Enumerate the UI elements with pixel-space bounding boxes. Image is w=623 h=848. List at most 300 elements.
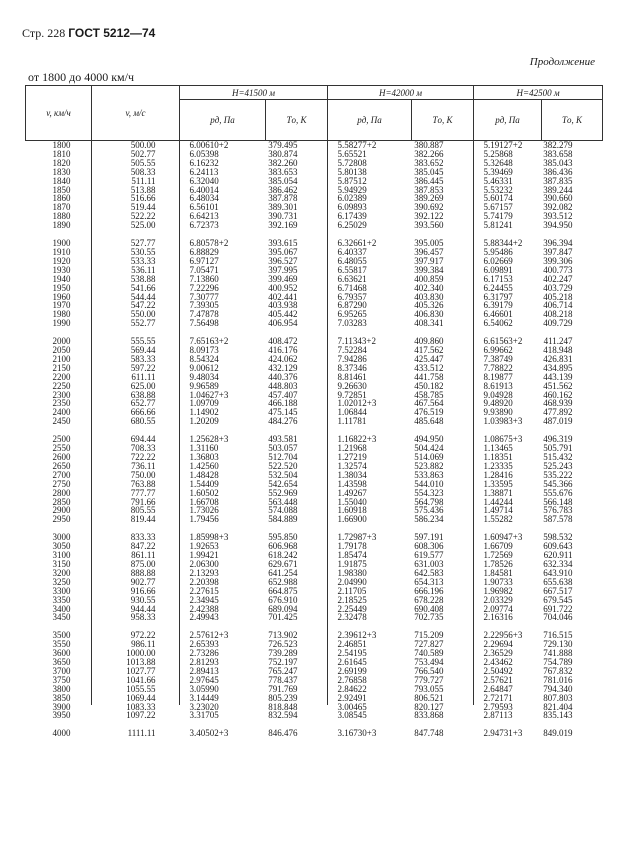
cell-v-kmh: 2600 (52, 452, 71, 462)
cell-v-ms: 550.00 (130, 309, 156, 320)
cell-pressure-3: 6.24455 (483, 282, 513, 293)
cell-pressure-1: 1.48428 (189, 469, 219, 480)
cell-v-kmh: 2900 (52, 505, 71, 516)
cell-v-kmh: 1800 (52, 140, 71, 150)
cell-pressure-2: 6.09893 (337, 202, 367, 213)
table-row (26, 399, 603, 408)
cell-temperature-2: 619.577 (414, 550, 444, 561)
cell-v-ms: 791.66 (130, 496, 156, 507)
cell-temperature-1: 584.889 (268, 514, 298, 525)
cell-pressure-1: 1.42560 (189, 460, 219, 471)
cell-v-kmh: 1960 (52, 291, 71, 302)
cell-v-kmh: 2800 (52, 487, 71, 498)
cell-pressure-3: 1.13465 (483, 443, 513, 454)
cell-temperature-3: 767.832 (543, 665, 573, 676)
cell-pressure-3: 1.44244 (483, 496, 513, 507)
header-temperature-1: Tо, К (266, 100, 328, 141)
cell-v-kmh: 1860 (52, 193, 71, 204)
cell-pressure-2: 1.16822+3 (337, 434, 377, 445)
cell-v-ms: 516.66 (130, 193, 156, 204)
cell-temperature-1: 484.276 (268, 416, 298, 427)
cell-temperature-1: 818.848 (268, 701, 298, 712)
cell-pressure-2: 5.94929 (337, 184, 367, 195)
cell-pressure-1: 1.66708 (189, 496, 219, 507)
cell-v-kmh: 2850 (52, 496, 71, 507)
cell-v-kmh: 3300 (52, 585, 71, 596)
continuation-note: Продолжение (529, 56, 595, 68)
cell-v-kmh: 1920 (52, 255, 71, 266)
cell-temperature-3: 525.243 (543, 460, 573, 471)
cell-pressure-1: 7.05471 (189, 264, 219, 275)
cell-temperature-1: 386.462 (268, 184, 298, 195)
cell-pressure-2: 1.98380 (337, 567, 367, 578)
cell-pressure-1: 2.73286 (189, 648, 219, 659)
cell-temperature-1: 765.247 (268, 665, 298, 676)
cell-temperature-3: 741.888 (543, 648, 573, 659)
table-row (26, 471, 603, 480)
cell-pressure-1: 1.14902 (189, 407, 219, 418)
cell-pressure-1: 7.47878 (189, 309, 219, 320)
cell-pressure-3: 1.49714 (483, 505, 513, 516)
cell-pressure-2: 1.85474 (337, 550, 367, 561)
cell-pressure-2: 2.54195 (337, 648, 367, 659)
cell-v-kmh: 3650 (52, 657, 71, 668)
cell-pressure-1: 6.32040 (189, 175, 219, 186)
cell-pressure-1: 2.97645 (189, 674, 219, 685)
cell-v-kmh: 3200 (52, 567, 71, 578)
cell-temperature-1: 652.988 (268, 576, 298, 587)
cell-pressure-2: 9.26630 (337, 380, 367, 391)
cell-pressure-1: 7.39305 (189, 300, 219, 311)
cell-v-kmh: 1830 (52, 166, 71, 177)
cell-pressure-2: 1.60918 (337, 505, 367, 516)
cell-pressure-1: 6.00610+2 (189, 140, 229, 150)
cell-v-ms: 819.44 (130, 514, 156, 525)
cell-temperature-3: 821.404 (543, 701, 573, 712)
cell-temperature-2: 441.758 (414, 371, 444, 382)
cell-temperature-1: 689.094 (268, 603, 298, 614)
cell-temperature-3: 781.016 (543, 674, 573, 685)
cell-temperature-2: 395.005 (414, 238, 444, 249)
table-row (26, 649, 603, 658)
cell-v-ms: 875.00 (130, 558, 156, 569)
cell-pressure-1: 1.25628+3 (189, 434, 229, 445)
cell-v-kmh: 3150 (52, 558, 71, 569)
cell-pressure-2: 1.66900 (337, 514, 367, 525)
cell-v-ms: 1069.44 (126, 692, 156, 703)
cell-pressure-3: 5.67157 (483, 202, 513, 213)
cell-v-ms: 538.88 (130, 273, 156, 284)
header-altitude-1: H=41500 м (180, 86, 328, 100)
cell-temperature-1: 532.504 (268, 469, 298, 480)
cell-v-kmh: 3350 (52, 594, 71, 605)
cell-temperature-3: 386.436 (543, 166, 573, 177)
table-row (26, 301, 603, 310)
cell-temperature-3: 402.247 (543, 273, 573, 284)
cell-v-ms: 513.88 (130, 184, 156, 195)
cell-pressure-3: 1.90733 (483, 576, 513, 587)
cell-pressure-3: 9.48920 (483, 398, 513, 409)
cell-temperature-3: 443.139 (543, 371, 573, 382)
header-temperature-2: Tо, К (412, 100, 474, 141)
table-row (26, 203, 603, 212)
cell-temperature-2: 403.830 (414, 291, 444, 302)
cell-temperature-2: 382.266 (414, 148, 444, 159)
cell-pressure-3: 5.32648 (483, 157, 513, 168)
cell-v-kmh: 4000 (52, 728, 71, 739)
cell-pressure-1: 6.64213 (189, 211, 219, 222)
cell-pressure-1: 8.54324 (189, 353, 219, 364)
cell-temperature-3: 487.019 (543, 416, 573, 427)
cell-temperature-2: 405.326 (414, 300, 444, 311)
cell-temperature-3: 729.130 (543, 639, 573, 650)
header-v-kmh: v, км/ч (26, 86, 92, 141)
cell-v-kmh: 1810 (52, 148, 71, 159)
cell-pressure-2: 3.08545 (337, 710, 367, 721)
table-row (26, 703, 603, 712)
cell-temperature-2: 806.521 (414, 692, 444, 703)
cell-pressure-3: 1.23335 (483, 460, 513, 471)
cell-pressure-2: 2.25449 (337, 603, 367, 614)
cell-pressure-1: 9.00612 (189, 362, 219, 373)
cell-pressure-1: 9.96589 (189, 380, 219, 391)
cell-v-ms: 652.77 (130, 398, 156, 409)
table-row (26, 480, 603, 489)
cell-pressure-2: 5.87512 (337, 175, 367, 186)
table-row (26, 293, 603, 302)
cell-temperature-2: 833.868 (414, 710, 444, 721)
cell-temperature-1: 778.437 (268, 674, 298, 685)
cell-pressure-1: 2.49943 (189, 612, 219, 623)
cell-pressure-2: 5.80138 (337, 166, 367, 177)
cell-temperature-2: 608.306 (414, 541, 444, 552)
cell-pressure-1: 2.89413 (189, 665, 219, 676)
cell-temperature-3: 505.791 (543, 443, 573, 454)
cell-v-ms: 1083.33 (126, 701, 156, 712)
table-body (26, 141, 603, 739)
cell-pressure-3: 2.94731+3 (483, 728, 523, 739)
cell-pressure-1: 6.40014 (189, 184, 219, 195)
cell-temperature-1: 380.874 (268, 148, 298, 159)
table-row (26, 613, 603, 622)
cell-pressure-2: 6.87290 (337, 300, 367, 311)
cell-v-ms: 638.88 (130, 389, 156, 400)
cell-temperature-1: 400.952 (268, 282, 298, 293)
table-row (26, 498, 603, 507)
table-row (26, 729, 603, 738)
cell-temperature-1: 726.523 (268, 639, 298, 650)
cell-pressure-2: 2.04990 (337, 576, 367, 587)
cell-temperature-3: 403.729 (543, 282, 573, 293)
cell-temperature-1: 574.088 (268, 505, 298, 516)
table-row (26, 569, 603, 578)
cell-pressure-3: 1.84581 (483, 567, 513, 578)
cell-pressure-3: 2.43462 (483, 657, 513, 668)
header-pressure-1: pд, Па (180, 100, 266, 141)
cell-pressure-2: 6.32661+2 (337, 238, 377, 249)
cell-v-kmh: 2000 (52, 336, 71, 347)
cell-temperature-2: 450.182 (414, 380, 444, 391)
cell-temperature-2: 385.045 (414, 166, 444, 177)
cell-v-ms: 1027.77 (126, 665, 156, 676)
cell-pressure-2: 1.27219 (337, 452, 367, 462)
cell-pressure-1: 1.99421 (189, 550, 219, 561)
cell-pressure-3: 1.96982 (483, 585, 513, 596)
table-row (26, 337, 603, 346)
cell-temperature-2: 523.882 (414, 460, 444, 471)
cell-v-kmh: 2100 (52, 353, 71, 364)
cell-pressure-1: 7.22296 (189, 282, 219, 293)
cell-pressure-3: 2.50492 (483, 665, 513, 676)
cell-temperature-1: 393.615 (268, 238, 298, 249)
cell-pressure-2: 6.63621 (337, 273, 367, 284)
cell-temperature-2: 793.055 (414, 683, 444, 694)
cell-temperature-3: 849.019 (543, 728, 573, 739)
cell-temperature-1: 595.850 (268, 532, 298, 543)
cell-pressure-1: 3.31705 (189, 710, 219, 721)
table-row (26, 515, 603, 524)
cell-temperature-3: 389.244 (543, 184, 573, 195)
cell-temperature-1: 512.704 (268, 452, 298, 462)
cell-pressure-3: 7.78822 (483, 362, 513, 373)
cell-temperature-1: 457.407 (268, 389, 298, 400)
table-row (26, 658, 603, 667)
cell-v-ms: 1097.22 (126, 710, 156, 721)
cell-temperature-1: 440.376 (268, 371, 298, 382)
cell-pressure-2: 6.79357 (337, 291, 367, 302)
cell-temperature-3: 434.895 (543, 362, 573, 373)
cell-pressure-2: 1.91875 (337, 558, 367, 569)
cell-v-ms: 536.11 (131, 264, 156, 275)
column-divider (473, 85, 474, 705)
cell-temperature-2: 504.424 (414, 443, 444, 454)
cell-pressure-2: 7.03283 (337, 318, 367, 329)
cell-pressure-1: 1.31160 (189, 443, 219, 454)
cell-v-ms: 847.22 (130, 541, 156, 552)
cell-temperature-3: 807.803 (543, 692, 573, 703)
cell-temperature-1: 406.954 (268, 318, 298, 329)
cell-temperature-3: 620.911 (543, 550, 573, 561)
table-row (26, 346, 603, 355)
cell-temperature-3: 387.835 (543, 175, 573, 186)
cell-temperature-2: 494.950 (414, 434, 444, 445)
table-row (26, 364, 603, 373)
cell-temperature-1: 832.594 (268, 710, 298, 721)
cell-pressure-3: 2.72171 (483, 692, 513, 703)
cell-v-ms: 680.55 (130, 416, 156, 427)
cell-temperature-2: 408.341 (414, 318, 444, 329)
cell-pressure-2: 6.95265 (337, 309, 367, 320)
cell-v-kmh: 2150 (52, 362, 71, 373)
cell-temperature-3: 426.831 (543, 353, 573, 364)
cell-temperature-3: 406.714 (543, 300, 573, 311)
cell-v-ms: 694.44 (130, 434, 156, 445)
cell-pressure-3: 6.02669 (483, 255, 513, 266)
cell-v-ms: 505.55 (130, 157, 156, 168)
cell-pressure-2: 6.40337 (337, 246, 367, 257)
cell-temperature-2: 575.436 (414, 505, 444, 516)
cell-v-kmh: 3550 (52, 639, 71, 650)
cell-temperature-2: 631.003 (414, 558, 444, 569)
table-row (26, 150, 603, 159)
cell-pressure-2: 6.71468 (337, 282, 367, 293)
cell-v-kmh: 3900 (52, 701, 71, 712)
cell-pressure-1: 1.85998+3 (189, 532, 229, 543)
cell-pressure-1: 3.40502+3 (189, 728, 229, 739)
cell-pressure-1: 1.09709 (189, 398, 219, 409)
cell-pressure-2: 6.48055 (337, 255, 367, 266)
cell-temperature-2: 386.445 (414, 175, 444, 186)
cell-pressure-3: 6.17153 (483, 273, 513, 284)
table-row (26, 186, 603, 195)
cell-temperature-3: 535.222 (543, 469, 573, 480)
cell-v-kmh: 2400 (52, 407, 71, 418)
cell-temperature-1: 387.878 (268, 193, 298, 204)
cell-temperature-1: 396.527 (268, 255, 298, 266)
cell-pressure-3: 5.46331 (483, 175, 513, 186)
cell-pressure-2: 1.72987+3 (337, 532, 377, 543)
cell-v-ms: 916.66 (130, 585, 156, 596)
cell-pressure-1: 6.97127 (189, 255, 219, 266)
cell-v-kmh: 1880 (52, 211, 71, 222)
cell-v-ms: 502.77 (130, 148, 156, 159)
cell-temperature-1: 618.242 (268, 550, 298, 561)
cell-temperature-1: 846.476 (268, 728, 298, 739)
page-header (22, 26, 155, 41)
cell-temperature-3: 555.676 (543, 487, 573, 498)
cell-pressure-3: 1.03983+3 (483, 416, 523, 427)
cell-temperature-2: 654.313 (414, 576, 444, 587)
cell-pressure-1: 1.04627+3 (189, 389, 229, 400)
header-altitude-2: H=42000 м (328, 86, 474, 100)
cell-pressure-2: 2.76858 (337, 674, 367, 685)
cell-pressure-1: 1.20209 (189, 416, 219, 427)
cell-pressure-1: 2.27615 (189, 585, 219, 596)
cell-temperature-2: 678.228 (414, 594, 444, 605)
standard-code: ГОСТ 5212—74 (68, 26, 156, 40)
cell-pressure-3: 5.95486 (483, 246, 513, 257)
cell-temperature-3: 390.660 (543, 193, 573, 204)
cell-temperature-1: 466.188 (268, 398, 298, 409)
cell-temperature-3: 704.046 (543, 612, 573, 623)
cell-temperature-3: 392.082 (543, 202, 573, 213)
cell-temperature-1: 382.260 (268, 157, 298, 168)
cell-pressure-1: 6.56101 (189, 202, 219, 213)
cell-temperature-2: 417.562 (414, 345, 444, 356)
table-row (26, 194, 603, 203)
cell-pressure-3: 5.19127+2 (483, 140, 523, 150)
cell-pressure-1: 2.06300 (189, 558, 219, 569)
cell-temperature-2: 597.191 (414, 532, 444, 543)
cell-temperature-3: 655.638 (543, 576, 573, 587)
cell-v-kmh: 2700 (52, 469, 71, 480)
cell-v-ms: 541.66 (130, 282, 156, 293)
cell-temperature-3: 632.334 (543, 558, 573, 569)
cell-pressure-3: 5.60174 (483, 193, 513, 204)
table-row (26, 578, 603, 587)
cell-v-ms: 525.00 (130, 220, 156, 231)
cell-v-kmh: 1980 (52, 309, 71, 320)
cell-temperature-2: 400.859 (414, 273, 444, 284)
cell-temperature-2: 406.830 (414, 309, 444, 320)
cell-temperature-1: 713.902 (268, 630, 298, 641)
cell-temperature-3: 477.892 (543, 407, 573, 418)
cell-v-ms: 708.33 (130, 443, 156, 454)
header-temperature-3: Tо, К (542, 100, 603, 141)
cell-pressure-2: 1.79178 (337, 541, 367, 552)
cell-pressure-2: 5.65521 (337, 148, 367, 159)
cell-pressure-2: 7.94286 (337, 353, 367, 364)
table-row (26, 631, 603, 640)
cell-v-kmh: 3250 (52, 576, 71, 587)
cell-v-ms: 722.22 (130, 452, 156, 462)
cell-pressure-1: 9.48034 (189, 371, 219, 382)
cell-v-kmh: 2050 (52, 345, 71, 356)
cell-temperature-1: 405.442 (268, 309, 298, 320)
cell-pressure-3: 5.81241 (483, 220, 513, 231)
cell-v-kmh: 3850 (52, 692, 71, 703)
cell-temperature-2: 740.589 (414, 648, 444, 659)
cell-v-kmh: 2200 (52, 371, 71, 382)
cell-temperature-3: 411.247 (543, 336, 573, 347)
cell-v-kmh: 1940 (52, 273, 71, 284)
header-altitude-3: H=42500 м (474, 86, 603, 100)
cell-temperature-1: 403.938 (268, 300, 298, 311)
cell-v-kmh: 2350 (52, 398, 71, 409)
cell-temperature-1: 399.469 (268, 273, 298, 284)
column-divider (327, 85, 328, 705)
cell-v-ms: 583.33 (130, 353, 156, 364)
table-row (26, 177, 603, 186)
cell-pressure-3: 1.60947+3 (483, 532, 523, 543)
cell-pressure-2: 7.52284 (337, 345, 367, 356)
cell-temperature-2: 458.785 (414, 389, 444, 400)
cell-temperature-2: 690.408 (414, 603, 444, 614)
cell-temperature-2: 476.519 (414, 407, 444, 418)
cell-v-kmh: 1970 (52, 300, 71, 311)
header-pressure-2: pд, Па (328, 100, 412, 141)
cell-pressure-3: 1.38871 (483, 487, 513, 498)
cell-pressure-3: 7.38749 (483, 353, 513, 364)
cell-v-ms: 986.11 (131, 639, 156, 650)
cell-temperature-1: 390.731 (268, 211, 298, 222)
table-row (26, 711, 603, 720)
cell-temperature-3: 794.340 (543, 683, 573, 694)
table-row (26, 310, 603, 319)
cell-temperature-3: 394.950 (543, 220, 573, 231)
cell-v-ms: 1013.88 (126, 657, 156, 668)
cell-v-ms: 1055.55 (126, 683, 156, 694)
cell-pressure-1: 2.34945 (189, 594, 219, 605)
cell-pressure-2: 6.02389 (337, 193, 367, 204)
cell-temperature-3: 598.532 (543, 532, 573, 543)
cell-v-kmh: 3050 (52, 541, 71, 552)
cell-pressure-1: 2.81293 (189, 657, 219, 668)
cell-temperature-2: 544.010 (414, 478, 444, 489)
cell-pressure-1: 2.42388 (189, 603, 219, 614)
cell-temperature-2: 380.887 (414, 140, 444, 150)
cell-v-kmh: 1900 (52, 238, 71, 249)
cell-temperature-2: 715.209 (414, 630, 444, 641)
cell-temperature-3: 643.910 (543, 567, 573, 578)
cell-pressure-2: 8.37346 (337, 362, 367, 373)
cell-temperature-1: 385.054 (268, 175, 298, 186)
cell-pressure-3: 2.64847 (483, 683, 513, 694)
cell-pressure-3: 6.61563+2 (483, 336, 523, 347)
cell-temperature-1: 424.062 (268, 353, 298, 364)
cell-v-ms: 555.55 (130, 336, 156, 347)
cell-temperature-1: 475.145 (268, 407, 298, 418)
